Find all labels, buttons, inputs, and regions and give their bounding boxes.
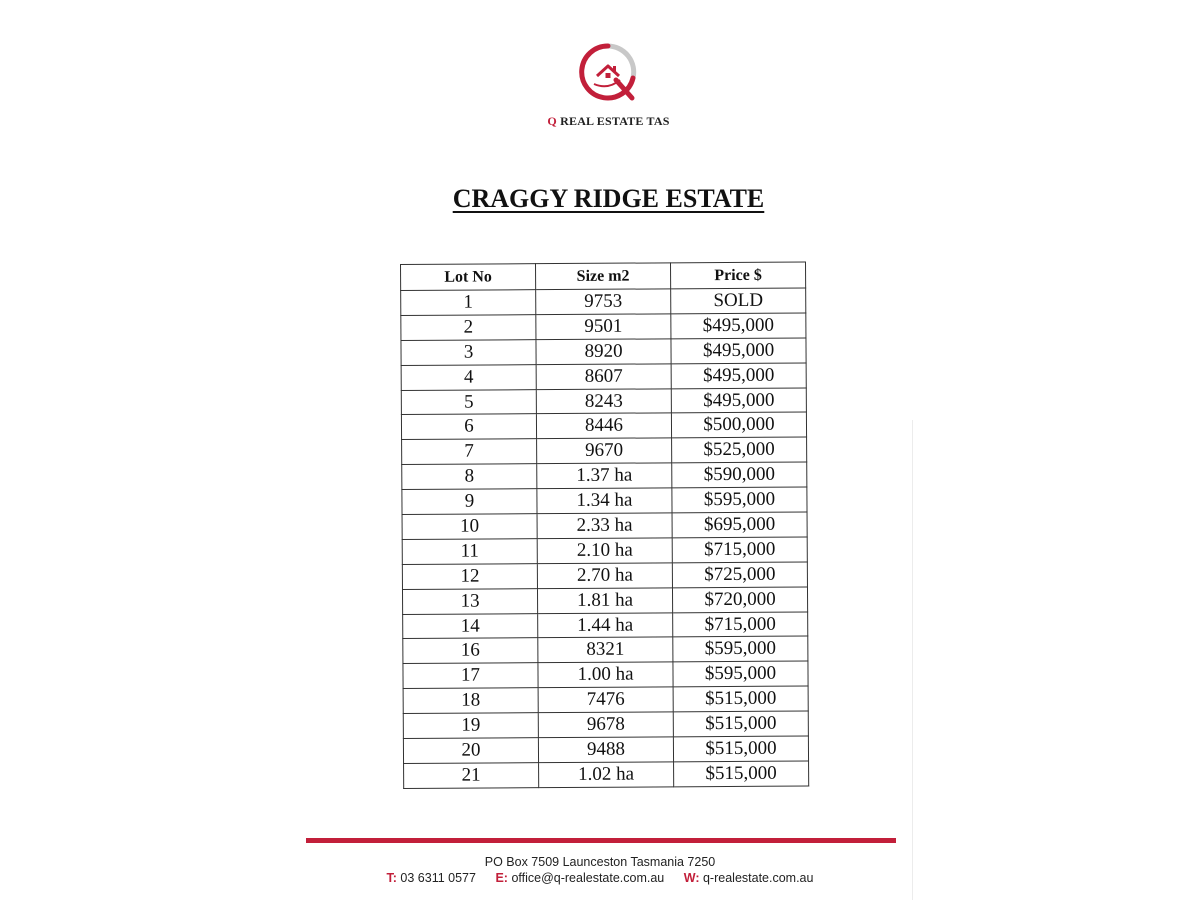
lot-number: 17 [403,663,538,689]
lot-price: $595,000 [673,661,808,687]
lot-size: 8321 [538,637,673,663]
table-row [402,437,807,464]
lot-number: 16 [403,638,538,664]
column-header-price: Price $ [670,262,805,289]
brand-rest: REAL ESTATE TAS [560,114,670,128]
lots-table-wrap [400,262,809,789]
table-row [402,487,807,514]
lot-price: $720,000 [672,587,807,613]
table-row [403,661,808,688]
table-row [402,512,807,539]
lot-price: SOLD [671,288,806,314]
lot-price: $715,000 [672,537,807,563]
phone-number: 03 6311 0577 [400,871,476,885]
table-row [403,612,808,639]
lot-price: $525,000 [672,437,807,463]
lot-price: $515,000 [673,736,808,762]
lot-price: $495,000 [671,338,806,364]
scan-edge-line [912,420,913,900]
lot-size: 1.34 ha [537,488,672,514]
house-in-q-logo-icon [576,40,640,104]
lot-number: 7 [402,439,537,465]
table-header-row [401,262,806,290]
table-row [402,562,807,589]
column-header-size: Size m2 [536,263,671,290]
column-header-lot-no: Lot No [401,264,536,291]
lot-price: $725,000 [672,562,807,588]
table-row [403,636,808,663]
lot-number: 21 [404,763,539,789]
lot-size: 1.81 ha [537,588,672,614]
web-contact [684,871,814,885]
lot-price: $715,000 [673,612,808,638]
lot-size: 7476 [538,687,673,713]
lot-size: 9753 [536,289,671,315]
lot-number: 11 [402,539,537,565]
lot-number: 14 [403,613,538,639]
lot-number: 19 [403,713,538,739]
lot-price: $595,000 [673,636,808,662]
website: q-realestate.com.au [702,871,814,885]
lot-price: $515,000 [673,686,808,712]
table-row [401,363,806,390]
table-row [402,587,807,614]
lot-number: 12 [402,563,537,589]
lot-size: 9670 [537,438,672,464]
postal-address: PO Box 7509 Launceston Tasmania 7250 [484,855,716,869]
lot-price: $500,000 [671,412,806,438]
lot-number: 13 [402,588,537,614]
lot-size: 1.44 ha [538,612,673,638]
lot-number: 6 [401,414,536,440]
lot-number: 1 [401,290,536,316]
lot-price: $495,000 [671,388,806,414]
table-row [404,761,809,788]
brand-q: Q [547,114,557,128]
lot-size: 9501 [536,314,671,340]
lot-price: $695,000 [672,512,807,538]
lot-size: 2.33 ha [537,513,672,539]
lot-number: 10 [402,514,537,540]
table-row [402,462,807,489]
table-row [401,412,806,439]
phone-label: T: [386,871,397,885]
lot-price: $595,000 [672,487,807,513]
lot-price: $515,000 [673,711,808,737]
lot-number: 4 [401,364,536,390]
lot-number: 18 [403,688,538,714]
lot-number: 2 [401,315,536,341]
lots-table [400,262,809,789]
lot-size: 1.37 ha [537,463,672,489]
table-row [401,288,806,315]
contact-line [0,871,1200,885]
lot-number: 5 [401,389,536,415]
table-row [401,313,806,340]
email-address: office@q-realestate.com.au [511,871,665,885]
lot-size: 8446 [536,413,671,439]
table-row [402,537,807,564]
lot-size: 1.02 ha [539,762,674,788]
brand-name [0,114,1200,129]
email-label: E: [495,871,508,885]
lot-price: $495,000 [671,363,806,389]
lot-price: $495,000 [671,313,806,339]
lot-size: 8920 [536,339,671,365]
page-title: CRAGGY RIDGE ESTATE [452,184,765,213]
table-row [401,388,806,415]
lot-size: 2.10 ha [537,538,672,564]
table-row [403,711,808,738]
lot-size: 1.00 ha [538,662,673,688]
lot-number: 9 [402,489,537,515]
lot-price: $515,000 [674,761,809,787]
lot-size: 9678 [538,712,673,738]
table-row [403,736,808,763]
web-label: W: [683,871,700,885]
phone-contact [387,871,476,885]
lot-size: 8243 [536,388,671,414]
lot-number: 3 [401,339,536,365]
lot-size: 8607 [536,364,671,390]
lot-size: 2.70 ha [537,563,672,589]
lot-number: 8 [402,464,537,490]
footer-divider [306,838,896,843]
table-row [403,686,808,713]
lot-price: $590,000 [672,462,807,488]
lot-size: 9488 [538,737,673,763]
table-row [401,338,806,365]
email-contact [495,871,664,885]
lot-number: 20 [403,738,538,764]
